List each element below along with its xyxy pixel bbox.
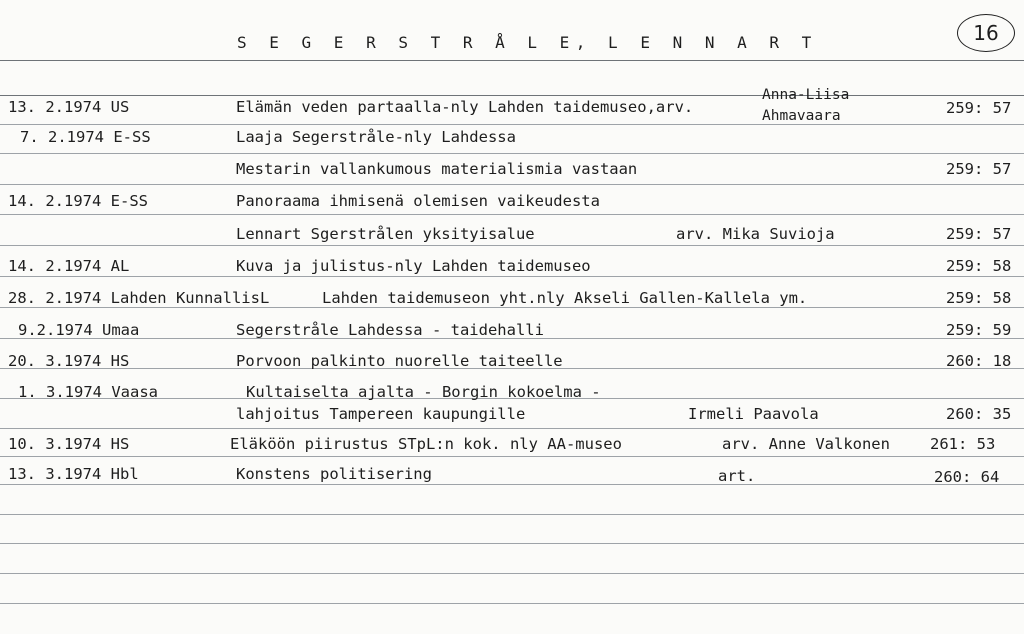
entry-date: 14. 2.1974 AL [8, 257, 130, 275]
rule-line [0, 95, 1024, 96]
entry-title: Eläköön piirustus STpL:n kok. nly AA-museo [230, 435, 622, 453]
entry-date: 13. 2.1974 US [8, 98, 130, 116]
entry-title: Panoraama ihmisenä olemisen vaikeudesta [236, 192, 600, 210]
rule-line [0, 573, 1024, 574]
entry-date: 10. 3.1974 HS [8, 435, 130, 453]
entry-author: Anna-Liisa [762, 87, 850, 103]
entry-title: Kultaiselta ajalta - Borgin kokoelma - [246, 383, 601, 401]
entry-ref: 259: 59 [946, 321, 1012, 339]
entry-date: 1. 3.1974 Vaasa [18, 383, 158, 401]
entry-ref: 259: 58 [946, 257, 1012, 275]
entry-author: arv. Anne Valkonen [722, 435, 890, 453]
entry-author: arv. Mika Suvioja [676, 225, 835, 243]
entry-title: Lahden taidemuseon yht.nly Akseli Gallen-Kallela ym. [322, 289, 808, 307]
entry-title: Konstens politisering [236, 465, 432, 483]
entry-date: 7. 2.1974 E-SS [20, 128, 151, 146]
entry-title: Porvoon palkinto nuorelle taiteelle [236, 352, 563, 370]
rule-line [0, 60, 1024, 61]
entry-ref: 259: 57 [946, 225, 1012, 243]
entry-author: Ahmavaara [762, 108, 841, 124]
rule-line [0, 603, 1024, 604]
rule-line [0, 484, 1024, 485]
card-heading: S E G E R S T R Å L E, L E N N A R T [237, 33, 818, 52]
entry-date: 28. 2.1974 Lahden KunnallisL [8, 289, 270, 307]
entry-title: Lennart Sgerstrålen yksityisalue [236, 225, 535, 243]
rule-line [0, 245, 1024, 246]
rule-line [0, 514, 1024, 515]
rule-line [0, 124, 1024, 125]
rule-line [0, 307, 1024, 308]
entry-title: Laaja Segerstråle-nly Lahdessa [236, 128, 516, 146]
rule-line [0, 428, 1024, 429]
entry-ref: 259: 57 [946, 160, 1012, 178]
entry-date: 14. 2.1974 E-SS [8, 192, 148, 210]
entry-date: 9.2.1974 Umaa [18, 321, 140, 339]
entry-date: 20. 3.1974 HS [8, 352, 130, 370]
entry-title: Kuva ja julistus-nly Lahden taidemuseo [236, 257, 591, 275]
rule-line [0, 276, 1024, 277]
entry-author: art. [718, 467, 756, 485]
card-number: 16 [957, 14, 1015, 52]
entry-ref: 259: 58 [946, 289, 1012, 307]
entry-ref: 261: 53 [930, 435, 996, 453]
entry-ref: 260: 18 [946, 352, 1012, 370]
entry-ref: 260: 64 [934, 468, 1000, 486]
rule-line [0, 543, 1024, 544]
entry-ref: 260: 35 [946, 405, 1012, 423]
entry-title-continued: lahjoitus Tampereen kaupungille [236, 405, 526, 423]
entry-title: Segerstråle Lahdessa - taidehalli [236, 321, 544, 339]
rule-line [0, 214, 1024, 215]
entry-title: Mestarin vallankumous materialismia vastaan [236, 160, 638, 178]
entry-author: Irmeli Paavola [688, 405, 819, 423]
entry-date: 13. 3.1974 Hbl [8, 465, 139, 483]
rule-line [0, 153, 1024, 154]
entry-ref: 259: 57 [946, 99, 1012, 117]
entry-title: Elämän veden partaalla-nly Lahden taidemuseo,arv. [236, 98, 694, 116]
rule-line [0, 456, 1024, 457]
rule-line [0, 184, 1024, 185]
